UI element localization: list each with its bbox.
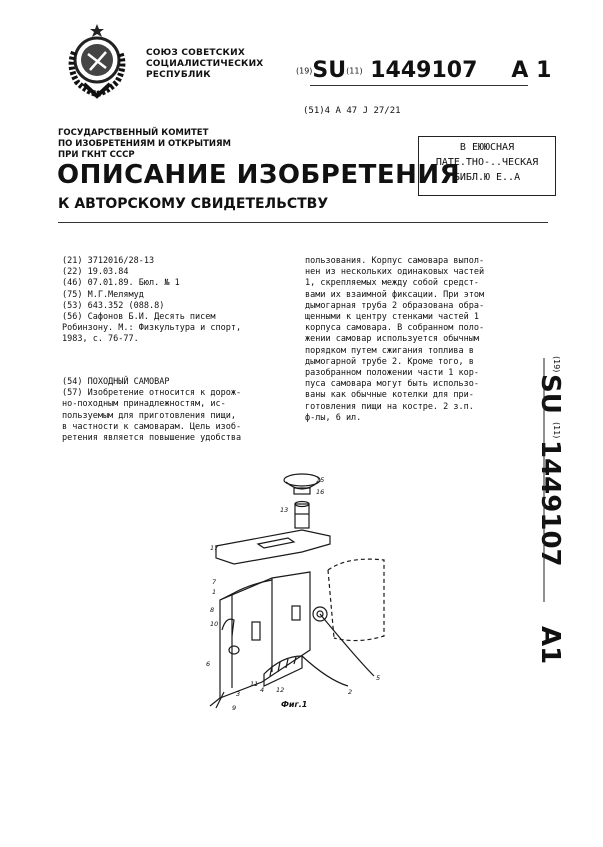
fig-label: 16 [316,488,325,496]
library-stamp: В ЕЮЮСНАЯ ПАТЕ.ТНО-..ЧЕСКАЯ БИБЛ.Ю Е..А [418,136,556,196]
ussr-emblem-icon [62,22,132,100]
side-number: 1449107 [535,440,565,567]
side-code-11: (11) [552,422,561,439]
committee-name: ГОСУДАРСТВЕННЫЙ КОМИТЕТ ПО ИЗОБРЕТЕНИЯМ И ОТКРЫТИЯМ ПРИ ГКНТ СССР [58,128,231,160]
fig-label: 10 [210,620,219,628]
fig-label: 17 [210,544,219,552]
ipc-classification: (51)4 A 47 J 27/21 [303,106,401,116]
union-name: СОЮЗ СОВЕТСКИХ СОЦИАЛИСТИЧЕСКИХ РЕСПУБЛИК [146,48,264,80]
fig-label: 3 [236,690,241,698]
fig-label: 7 [212,578,217,586]
fig-label: 8 [210,606,215,614]
abstract-right-column: пользования. Корпус самовара выпол- нен из нескольких одинаковых частей 1, скрепляемых между собой средст- вами их взаимной фиксации. При этом дымогарная труба 2 образована обра- щенными к центру стенками частей 1 корпуса самовара. В собранном поло- жении самовар используется обычным порядком путем сжигания топлива в дымогарной трубе 2. Кроме того, в разобранном положении части 1 кор- пуса самовара могут быть использо- ваны как обычные котелки для при- готовления пищи на костре. 2 з.п. ф-лы, 6 ил. [305,256,485,423]
fig-label: 1 [212,588,217,596]
bibliographic-data: (21) 3712016/28-13 (22) 19.03.84 (46) 07.01.89. Бюл. № 1 (75) М.Г.Мелямуд (53) 643.352 (088.8) (56) Сафонов Б.И. Десять писем Робинзону. М.: Физкультура и спорт, 1983, с. 76-77. [62,256,242,345]
samovar-figure [198,460,404,712]
fig-label: 5 [376,674,381,682]
pubnum-underline [310,85,528,86]
fig-label: 2 [348,688,353,696]
side-country: SU [535,374,565,414]
side-kind: A1 [535,626,565,665]
document-title: ОПИСАНИЕ ИЗОБРЕТЕНИЯ [57,160,461,190]
side-code-19: (19) [552,356,561,373]
fig-label: 12 [276,686,285,694]
fig-label: 15 [316,476,325,484]
figure-caption: Фиг.1 [281,700,308,709]
fig-label: 4 [260,686,265,694]
fig-label: 11 [250,680,259,688]
fig-label: 13 [280,506,289,514]
fig-label: 6 [206,660,211,668]
header-divider [58,222,548,223]
document-subtitle: К АВТОРСКОМУ СВИДЕТЕЛЬСТВУ [58,196,329,212]
abstract-left-column: (54) ПОХОДНЫЙ САМОВАР (57) Изобретение относится к дорож- но-походным принадлежностям, ис- пользуемым для приготовления пищи, в частности к самоварам. Цель изоб- ретения является повышение удобства [62,377,242,444]
side-publication-number [524,352,576,702]
fig-label: 9 [232,704,237,712]
publication-number: (19)SU(11) 1449107 A 1 [296,58,552,83]
